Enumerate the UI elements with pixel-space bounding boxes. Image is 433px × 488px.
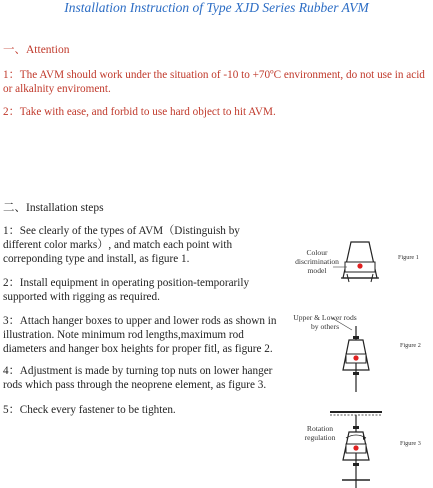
- step-item-2: 2：Install equipment in operating position-temporarily supported with rigging as required.: [3, 277, 250, 303]
- document-title: Installation Instruction of Type XJD Series Rubber AVM: [64, 0, 369, 15]
- step-item-5: 5：Check every fastener to be tighten.: [3, 404, 176, 416]
- figure-2-label: Figure 2: [400, 342, 421, 349]
- steps-heading: 二、Installation steps: [3, 202, 104, 214]
- figure-2-caption: Upper & Lower rods by others: [293, 313, 357, 331]
- step-item-3: 3：Attach hanger boxes to upper and lower rods as shown in illustration. Note minimum rod lengths,maximum rod diameters and hanger box heights for proper fitl, as figure 2.: [3, 315, 277, 355]
- figure-3-caption: Rotation regulation: [304, 424, 336, 442]
- step-item-4: 4：Adjustment is made by turning top nuts on lower hanger rods which pass through the neoprene element, as figure 3.: [3, 365, 273, 391]
- attention-item-1: 1：The AVM should work under the situation of -10 to +70ºC environment, do not use in acid or alkalnity enviroment.: [3, 69, 425, 95]
- figure-1-caption: Colour discrimination model: [295, 248, 339, 275]
- figure-3-label: Figure 3: [400, 440, 421, 447]
- figure-1-isolator-drawing: [335, 238, 385, 286]
- figure-3-rotation-drawing: [330, 408, 382, 488]
- figure-2-hanger-drawing: [338, 326, 378, 392]
- attention-heading: 一、Attention: [3, 44, 70, 56]
- figure-1-label: Figure 1: [398, 254, 419, 261]
- step-item-1: 1：See clearly of the types of AVM（Distinguish by different color marks）, and match each point with correponding type and install, as figure 1.: [3, 225, 240, 265]
- attention-item-2: 2：Take with ease, and forbid to use hard object to hit AVM.: [3, 106, 276, 118]
